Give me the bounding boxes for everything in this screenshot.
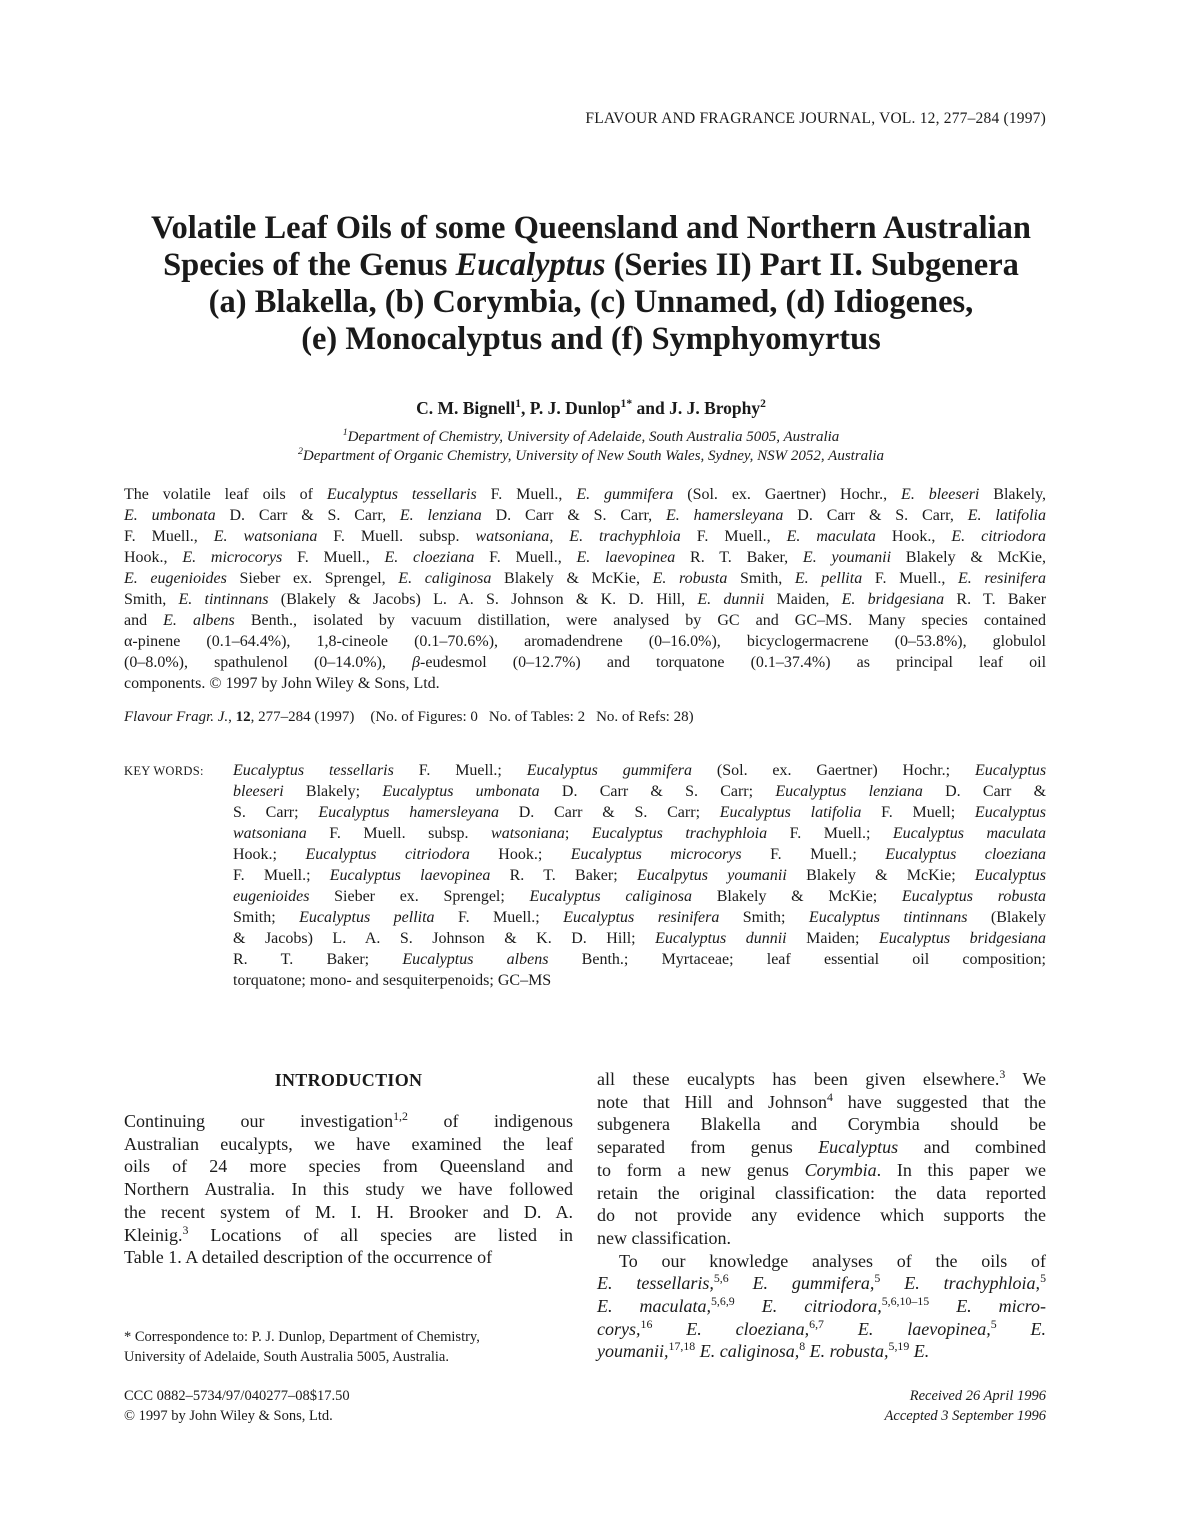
- text-line: E. eugenioides Sieber ex. Sprengel, E. caliginosa Blakely & McKie, E. robusta Smith, E. pellita F. Muell., E. resinifera: [124, 570, 1047, 587]
- citation-line: Flavour Fragr. J., 12, 277–284 (1997) (No. of Figures: 0 No. of Tables: 2 No. of Refs: 28): [124, 709, 694, 725]
- text-line: Australian eucalypts, we have examined the leaf: [124, 1133, 573, 1154]
- text-line: Continuing our investigation$^{1,2}$ of indigenous: [124, 1109, 573, 1131]
- text-line: separated from genus Eucalyptus and combined: [597, 1137, 1046, 1158]
- author: J. J. Brophy$^2$: [669, 398, 766, 418]
- text-line: Hook.; Eucalyptus citriodora Hook.; Eucalyptus microcorys F. Muell.; Eucalyptus cloeziana: [233, 846, 1047, 863]
- author: C. M. Bignell$^1$,: [416, 398, 530, 418]
- article-title: [120, 210, 1062, 358]
- affiliation: $^1$Department of Chemistry, University of Adelaide, South Australia 5005, Australia: [342, 427, 840, 445]
- author-list: [0, 398, 1182, 419]
- text-line: α-pinene (0.1–64.4%), 1,8-cineole (0.1–70.6%), aromadendrene (0–16.0%), bicyclogermacrene (0–53.8%), globulol: [124, 633, 1046, 650]
- introduction-text-left: [124, 1110, 573, 1269]
- affiliation: $^2$Department of Organic Chemistry, University of New South Wales, Sydney, NSW 2052, Australia: [297, 446, 884, 464]
- text-line: new classification.: [597, 1227, 731, 1248]
- text-line: Smith, E. tintinnans (Blakely & Jacobs) L. A. S. Johnson & K. D. Hill, E. dunnii Maiden, E. bridgesiana R. T. Baker: [124, 591, 1047, 608]
- title-line: Volatile Leaf Oils of some Queensland and Northern Australian: [151, 210, 1031, 246]
- title-line: Species of the Genus Eucalyptus (Series II) Part II. Subgenera: [163, 247, 1019, 283]
- text-line: & Jacobs) L. A. S. Johnson & K. D. Hill; Eucalyptus dunnii Maiden; Eucalyptus bridgesiana: [233, 930, 1047, 947]
- text-line: (0–8.0%), spathulenol (0–14.0%), β-eudesmol (0–12.7%) and torquatone (0.1–37.4%) as principal leaf oil: [124, 654, 1047, 671]
- text-line: Eucalyptus tessellaris F. Muell.; Eucalyptus gummifera (Sol. ex. Gaertner) Hochr.; Eucalyptus: [233, 762, 1047, 779]
- title-line: (e) Monocalyptus and (f) Symphyomyrtus: [301, 321, 881, 357]
- text-line: oils of 24 more species from Queensland and: [124, 1156, 573, 1177]
- correspondence-footnote: * Correspondence to: P. J. Dunlop, Department of Chemistry, University of Adelaide, South Australia 5005, Australia.: [124, 1329, 480, 1365]
- text-line: components. © 1997 by John Wiley & Sons, Ltd.: [124, 675, 440, 692]
- left-column: [124, 1068, 573, 1269]
- affiliations: [0, 428, 1182, 466]
- text-line: note that Hill and Johnson$^4$ have suggested that the: [597, 1089, 1046, 1112]
- text-line: Smith; Eucalyptus pellita F. Muell.; Eucalyptus resinifera Smith; Eucalyptus tintinnans (Blakely: [233, 909, 1047, 926]
- copyright-footer: CCC 0882–5734/97/040277–08$17.50 © 1997 by John Wiley & Sons, Ltd.: [124, 1388, 350, 1424]
- text-line: R. T. Baker; Eucalyptus albens Benth.; Myrtaceae; leaf essential oil composition;: [233, 951, 1046, 968]
- introduction-text-right: [597, 1068, 1046, 1363]
- text-line: The volatile leaf oils of Eucalyptus tessellaris F. Muell., E. gummifera (Sol. ex. Gaertner) Hochr., E. bleeseri Blakely,: [124, 486, 1047, 503]
- text-line: retain the original classification: the data reported: [597, 1182, 1046, 1203]
- text-line: eugenioides Sieber ex. Sprengel; Eucalyptus caliginosa Blakely & McKie; Eucalyptus robusta: [233, 888, 1047, 905]
- text-line: S. Carr; Eucalyptus hamersleyana D. Carr & S. Carr; Eucalyptus latifolia F. Muell; Eucalyptus: [233, 804, 1047, 821]
- text-line: to form a new genus Corymbia. In this paper we: [597, 1159, 1046, 1180]
- text-line: all these eucalypts has been given elsewhere.$^3$ We: [597, 1067, 1046, 1089]
- text-line: E. maculata,$^{5,6,9}$ E. citriodora,$^{5,6,10-15}$ E. micro-: [597, 1294, 1046, 1317]
- text-line: F. Muell., E. watsoniana F. Muell. subsp. watsoniana, E. trachyphloia F. Muell., E. maculata Hook., E. citriodora: [124, 528, 1047, 545]
- text-line: corys,$^{16}$ E. cloeziana,$^{6,7}$ E. laevopinea,$^5$ E.: [597, 1316, 1047, 1339]
- text-line: bleeseri Blakely; Eucalyptus umbonata D. Carr & S. Carr; Eucalyptus lenziana D. Carr &: [233, 783, 1047, 800]
- text-line: To our knowledge analyses of the oils of: [619, 1250, 1046, 1271]
- abstract: [124, 484, 1046, 694]
- received-dates: Received 26 April 1996 Accepted 3 September 1996: [884, 1388, 1046, 1424]
- keywords-label: KEY WORDS:: [124, 764, 204, 778]
- text-line: E. umbonata D. Carr & S. Carr, E. lenziana D. Carr & S. Carr, E. hamersleyana D. Carr & S. Carr, E. latifolia: [124, 507, 1046, 524]
- text-line: F. Muell.; Eucalyptus laevopinea R. T. Baker; Eucalpytus youmanii Blakely & McKie; Eucalyptus: [233, 867, 1046, 884]
- text-line: and E. albens Benth., isolated by vacuum distillation, were analysed by GC and GC–MS. Many species contained: [124, 612, 1047, 629]
- author: P. J. Dunlop$^{1*}$ and: [529, 398, 670, 418]
- text-line: Hook., E. microcorys F. Muell., E. cloeziana F. Muell., E. laevopinea R. T. Baker, E. youmanii Blakely & McKie,: [124, 549, 1047, 566]
- text-line: E. tessellaris,$^{5,6}$ E. gummifera,$^5$ E. trachyphloia,$^5$: [597, 1271, 1046, 1294]
- text-line: Kleinig.$^3$ Locations of all species are listed in: [124, 1222, 573, 1245]
- text-line: Northern Australia. In this study we have followed: [124, 1179, 573, 1200]
- text-line: youmanii,$^{17,18}$ E. caliginosa,$^8$ E. robusta,$^{5,19}$ E.: [597, 1339, 930, 1362]
- text-line: Table 1. A detailed description of the occurrence of: [124, 1247, 493, 1268]
- journal-header: FLAVOUR AND FRAGRANCE JOURNAL, VOL. 12, 277–284 (1997): [585, 110, 1046, 127]
- keywords: [233, 760, 1046, 991]
- text-line: do not provide any evidence which supports the: [597, 1205, 1046, 1226]
- title-line: (a) Blakella, (b) Corymbia, (c) Unnamed, (d) Idiogenes,: [208, 284, 974, 320]
- right-column: [597, 1068, 1046, 1363]
- section-heading: INTRODUCTION: [274, 1070, 423, 1090]
- text-line: watsoniana F. Muell. subsp. watsoniana; Eucalyptus trachyphloia F. Muell.; Eucalyptus maculata: [233, 825, 1047, 842]
- text-line: the recent system of M. I. H. Brooker and D. A.: [124, 1201, 573, 1222]
- text-line: subgenera Blakella and Corymbia should be: [597, 1114, 1046, 1135]
- text-line: torquatone; mono- and sesquiterpenoids; GC–MS: [233, 972, 552, 989]
